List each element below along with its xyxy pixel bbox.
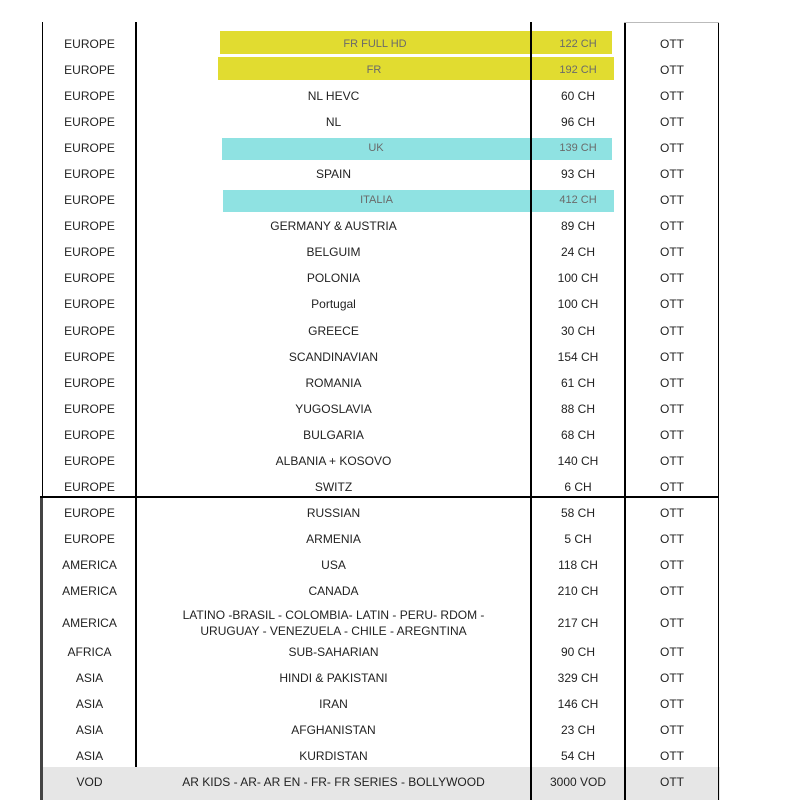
type-cell-text: OTT (660, 219, 684, 233)
table-left-border (42, 22, 43, 497)
column-divider-1 (135, 22, 137, 767)
table-row (43, 163, 719, 185)
channels-cell (531, 476, 625, 498)
table-row (43, 641, 719, 663)
region-cell-text: EUROPE (64, 297, 115, 311)
region-cell (43, 606, 136, 640)
country-cell-text: NL (325, 115, 342, 129)
type-cell (625, 215, 719, 237)
region-cell (43, 85, 136, 107)
country-cell (136, 476, 531, 498)
type-cell (625, 606, 719, 640)
type-cell (625, 293, 719, 315)
region-cell-text: ASIA (75, 697, 104, 711)
type-cell-text: OTT (660, 532, 684, 546)
country-cell-text: NL HEVC (307, 89, 360, 103)
table-row (43, 719, 719, 741)
channels-cell (531, 502, 625, 524)
channels-cell-text: 89 CH (560, 219, 595, 233)
channels-cell-text: 100 CH (557, 297, 599, 311)
table-row (43, 137, 719, 159)
channels-cell-text: 210 CH (557, 584, 599, 598)
region-cell-text: EUROPE (64, 350, 115, 364)
table-row (43, 771, 719, 793)
country-cell (136, 450, 531, 472)
region-cell (43, 293, 136, 315)
region-cell-text: AMERICA (62, 616, 117, 630)
channels-cell (531, 528, 625, 550)
region-cell (43, 111, 136, 133)
channels-cell-text: 90 CH (560, 645, 595, 659)
country-cell (218, 59, 530, 81)
country-cell-text: SCANDINAVIAN (288, 350, 379, 364)
country-cell-text: LATINO -BRASIL - COLOMBIA- LATIN - PERU- RDOM - URUGUAY - VENEZUELA - CHILE - AREGNTINA (182, 608, 485, 638)
table-row (43, 745, 719, 767)
type-cell-text: OTT (660, 141, 684, 155)
type-cell-text: OTT (660, 671, 684, 685)
channels-cell-text: 154 CH (557, 350, 599, 364)
region-cell (43, 346, 136, 368)
type-cell (625, 137, 719, 159)
table-row (43, 215, 719, 237)
type-cell (625, 745, 719, 767)
table-row (43, 424, 719, 446)
channels-cell (531, 137, 625, 159)
country-cell (136, 111, 531, 133)
type-cell-text: OTT (660, 775, 684, 789)
region-cell (43, 137, 136, 159)
region-cell (43, 667, 136, 689)
channels-cell (531, 33, 625, 55)
table-row (43, 59, 719, 81)
channels-cell-text: 60 CH (560, 89, 595, 103)
country-cell (136, 215, 531, 237)
channels-cell-text: 140 CH (557, 454, 599, 468)
region-cell-text: EUROPE (64, 37, 115, 51)
channels-cell-text: 30 CH (560, 324, 595, 338)
table-row (43, 320, 719, 342)
channels-cell (531, 59, 625, 81)
channels-cell (531, 667, 625, 689)
table-row (43, 241, 719, 263)
type-cell (625, 189, 719, 211)
region-cell (43, 189, 136, 211)
country-cell (136, 606, 531, 640)
type-cell (625, 59, 719, 81)
channels-cell-text: 100 CH (557, 271, 599, 285)
region-cell-text: AFRICA (67, 645, 112, 659)
region-cell-text: EUROPE (64, 454, 115, 468)
type-cell (625, 424, 719, 446)
type-cell-text: OTT (660, 376, 684, 390)
region-cell (43, 241, 136, 263)
country-cell (136, 293, 531, 315)
region-cell-text: EUROPE (64, 402, 115, 416)
country-cell-text: ROMANIA (305, 376, 362, 390)
region-cell (43, 372, 136, 394)
region-cell-text: AMERICA (62, 558, 117, 572)
region-cell-text: EUROPE (64, 532, 115, 546)
type-cell (625, 693, 719, 715)
channels-cell-text: 61 CH (560, 376, 595, 390)
channels-cell (531, 346, 625, 368)
type-cell (625, 554, 719, 576)
country-cell (136, 528, 531, 550)
channels-cell (531, 719, 625, 741)
table-row (43, 528, 719, 550)
region-cell (43, 163, 136, 185)
channels-cell (531, 372, 625, 394)
table-row (43, 580, 719, 602)
type-cell-text: OTT (660, 193, 684, 207)
table-row (43, 502, 719, 524)
region-cell (43, 719, 136, 741)
country-cell-text: SWITZ (314, 480, 353, 494)
type-cell-text: OTT (660, 115, 684, 129)
channels-cell (531, 554, 625, 576)
country-cell-text: KURDISTAN (299, 749, 368, 763)
country-cell-text: Portugal (311, 297, 356, 311)
type-cell-text: OTT (660, 245, 684, 259)
table-row (43, 189, 719, 211)
country-cell-text: YUGOSLAVIA (295, 402, 372, 416)
country-cell (220, 33, 530, 55)
country-cell-text: ITALIA (360, 194, 393, 206)
channels-cell (531, 424, 625, 446)
country-cell-text: IRAN (319, 697, 348, 711)
type-cell (625, 398, 719, 420)
country-cell (136, 398, 531, 420)
type-cell (625, 580, 719, 602)
table-row (43, 554, 719, 576)
region-cell (43, 450, 136, 472)
country-cell-text: FR (366, 64, 382, 76)
region-cell-text: EUROPE (64, 376, 115, 390)
region-cell-text: EUROPE (64, 324, 115, 338)
country-cell (136, 346, 531, 368)
country-cell-text: SPAIN (315, 167, 352, 181)
type-cell-text: OTT (660, 584, 684, 598)
channels-cell-text: 3000 VOD (549, 775, 607, 789)
table-row (43, 346, 719, 368)
country-cell (136, 320, 531, 342)
table-row (43, 372, 719, 394)
country-cell (136, 267, 531, 289)
channels-cell-text: 139 CH (559, 142, 597, 154)
type-cell-text: OTT (660, 167, 684, 181)
type-cell-text: OTT (660, 428, 684, 442)
channels-cell (531, 580, 625, 602)
channels-cell (531, 745, 625, 767)
country-cell-text: SUB-SAHARIAN (288, 645, 379, 659)
channels-cell-text: 58 CH (560, 506, 595, 520)
channels-cell-text: 23 CH (560, 723, 595, 737)
section-divider (40, 496, 719, 498)
channels-cell (531, 85, 625, 107)
region-cell (43, 771, 136, 793)
country-cell (136, 667, 531, 689)
type-cell (625, 771, 719, 793)
type-cell (625, 241, 719, 263)
table-row (43, 267, 719, 289)
country-cell-text: AR KIDS - AR- AR EN - FR- FR SERIES - BOLLYWOOD (182, 775, 485, 789)
channels-cell-text: 146 CH (557, 697, 599, 711)
region-cell-text: EUROPE (64, 428, 115, 442)
table-row (43, 476, 719, 498)
type-cell-text: OTT (660, 297, 684, 311)
region-cell (43, 693, 136, 715)
type-cell (625, 267, 719, 289)
country-cell-text: BULGARIA (303, 428, 364, 442)
table-row (43, 85, 719, 107)
type-cell (625, 85, 719, 107)
column-divider-3 (624, 22, 626, 800)
type-cell-text: OTT (660, 63, 684, 77)
type-cell-text: OTT (660, 616, 684, 630)
region-cell-text: EUROPE (64, 141, 115, 155)
country-cell-text: POLONIA (306, 271, 361, 285)
region-cell (43, 554, 136, 576)
country-cell (222, 137, 530, 159)
country-cell (136, 424, 531, 446)
channels-cell (531, 606, 625, 640)
table-row (43, 606, 719, 640)
country-cell-text: ALBANIA + KOSOVO (275, 454, 392, 468)
country-cell (136, 554, 531, 576)
country-cell (136, 241, 531, 263)
country-cell-text: GERMANY & AUSTRIA (270, 219, 397, 233)
region-cell (43, 398, 136, 420)
country-cell (136, 372, 531, 394)
channels-cell-text: 88 CH (560, 402, 595, 416)
region-cell (43, 502, 136, 524)
country-cell (136, 719, 531, 741)
country-cell-text: UK (368, 142, 384, 154)
region-cell-text: EUROPE (64, 167, 115, 181)
country-cell (136, 502, 531, 524)
region-cell-text: ASIA (75, 749, 104, 763)
region-cell-text: EUROPE (64, 506, 115, 520)
region-cell-text: EUROPE (64, 115, 115, 129)
region-cell-text: EUROPE (64, 219, 115, 233)
region-cell-text: ASIA (75, 671, 104, 685)
region-cell (43, 33, 136, 55)
type-cell-text: OTT (660, 749, 684, 763)
channels-cell-text: 217 CH (557, 616, 599, 630)
channels-cell-text: 122 CH (559, 38, 597, 50)
type-cell-text: OTT (660, 350, 684, 364)
country-cell-text: AFGHANISTAN (291, 723, 376, 737)
country-cell (136, 163, 531, 185)
country-cell-text: USA (321, 558, 346, 572)
column-divider-2 (530, 22, 532, 800)
channels-cell (531, 293, 625, 315)
country-cell (136, 85, 531, 107)
type-cell (625, 163, 719, 185)
channels-cell-text: 412 CH (559, 194, 597, 206)
country-cell-text: RUSSIAN (306, 506, 361, 520)
country-cell (223, 189, 530, 211)
region-cell (43, 59, 136, 81)
type-cell-text: OTT (660, 271, 684, 285)
type-cell-text: OTT (660, 506, 684, 520)
type-cell-text: OTT (660, 37, 684, 51)
channels-cell-text: 68 CH (560, 428, 595, 442)
type-cell (625, 372, 719, 394)
region-cell (43, 424, 136, 446)
channels-cell (531, 163, 625, 185)
region-cell (43, 267, 136, 289)
region-cell-text: EUROPE (64, 193, 115, 207)
table-right-border (718, 22, 719, 800)
channels-cell-text: 118 CH (558, 558, 598, 572)
channels-cell (531, 771, 625, 793)
table-row (43, 33, 719, 55)
channels-cell (531, 641, 625, 663)
type-cell (625, 450, 719, 472)
country-cell (136, 771, 531, 793)
channels-cell-text: 54 CH (560, 749, 595, 763)
channels-cell (531, 693, 625, 715)
type-cell (625, 667, 719, 689)
type-cell-text: OTT (660, 454, 684, 468)
type-cell (625, 320, 719, 342)
country-cell (136, 693, 531, 715)
type-cell-text: OTT (660, 645, 684, 659)
country-cell-text: CANADA (308, 584, 359, 598)
channels-cell-text: 329 CH (557, 671, 599, 685)
region-cell-text: VOD (76, 775, 103, 789)
channels-cell (531, 320, 625, 342)
type-cell (625, 33, 719, 55)
channels-cell (531, 189, 625, 211)
type-cell (625, 111, 719, 133)
channels-cell (531, 450, 625, 472)
country-cell (136, 580, 531, 602)
region-cell (43, 641, 136, 663)
country-cell (136, 641, 531, 663)
region-cell (43, 580, 136, 602)
channels-cell-text: 93 CH (560, 167, 595, 181)
channels-cell-text: 5 CH (564, 532, 592, 546)
channels-cell-text: 192 CH (559, 64, 597, 76)
region-cell (43, 320, 136, 342)
region-cell-text: EUROPE (64, 89, 115, 103)
type-cell-text: OTT (660, 723, 684, 737)
type-cell-text: OTT (660, 402, 684, 416)
channels-cell (531, 267, 625, 289)
country-cell-text: ARMENIA (306, 532, 361, 546)
region-cell-text: EUROPE (64, 480, 115, 494)
type-cell (625, 528, 719, 550)
table-row (43, 111, 719, 133)
channels-cell (531, 398, 625, 420)
channels-cell-text: 24 CH (560, 245, 595, 259)
country-cell-text: FR FULL HD (343, 38, 407, 50)
table-row (43, 693, 719, 715)
type-cell-text: OTT (660, 480, 684, 494)
table-row (43, 667, 719, 689)
channels-cell (531, 215, 625, 237)
type-cell (625, 641, 719, 663)
type-cell (625, 719, 719, 741)
type-cell (625, 346, 719, 368)
table-top-border (624, 22, 719, 23)
type-cell (625, 502, 719, 524)
table-row (43, 293, 719, 315)
region-cell-text: EUROPE (64, 245, 115, 259)
region-cell (43, 215, 136, 237)
country-cell-text: HINDI & PAKISTANI (279, 671, 388, 685)
region-cell-text: AMERICA (62, 584, 117, 598)
region-cell (43, 528, 136, 550)
type-cell (625, 476, 719, 498)
region-cell (43, 476, 136, 498)
channels-cell-text: 6 CH (564, 480, 592, 494)
country-cell (136, 745, 531, 767)
country-cell-text: BELGUIM (306, 245, 361, 259)
table-row (43, 398, 719, 420)
type-cell-text: OTT (660, 324, 684, 338)
table-row (43, 450, 719, 472)
type-cell-text: OTT (660, 697, 684, 711)
country-cell-text: GREECE (308, 324, 359, 338)
channels-cell (531, 111, 625, 133)
region-cell (43, 745, 136, 767)
type-cell-text: OTT (660, 89, 684, 103)
type-cell-text: OTT (660, 558, 684, 572)
channels-cell-text: 96 CH (560, 115, 595, 129)
table-left-border-lower (40, 497, 43, 800)
channels-cell (531, 241, 625, 263)
region-cell-text: EUROPE (64, 271, 115, 285)
region-cell-text: EUROPE (64, 63, 115, 77)
region-cell-text: ASIA (75, 723, 104, 737)
